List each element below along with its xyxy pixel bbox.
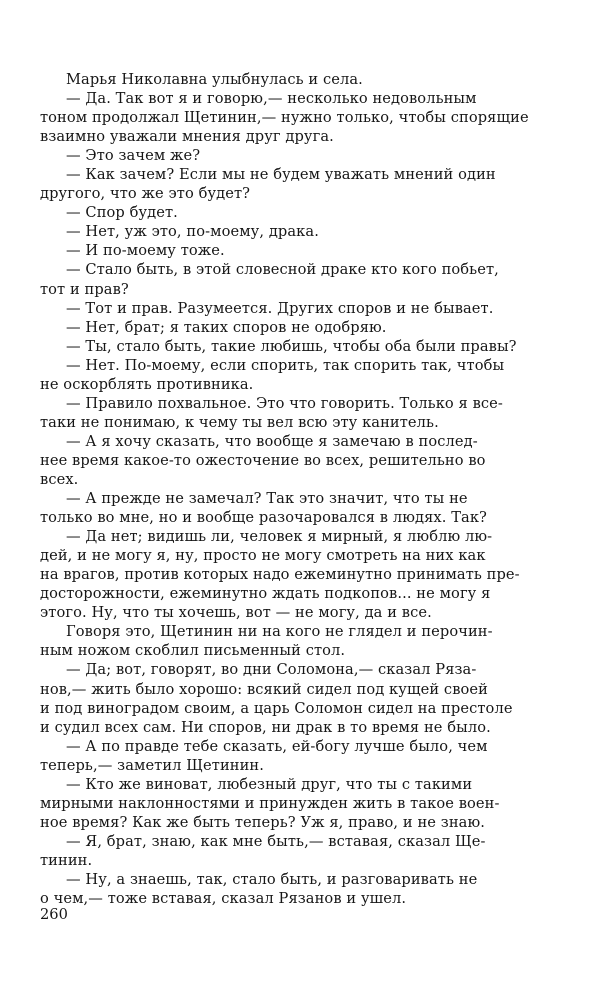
text-line-36: — А по правде тебе сказать, ей-богу лучше было, чем: [66, 737, 488, 755]
text-line-20: — А я хочу сказать, что вообще я замечаю в послед-: [66, 432, 478, 450]
page-text: [40, 70, 562, 908]
text-line-11: — Стало быть, в этой словесной драке кто кого побьет,: [66, 261, 499, 279]
text-line-2: — Да. Так вот я и говорю,— несколько недовольным: [66, 90, 477, 108]
text-line-7: другого, что же это будет?: [40, 185, 251, 203]
text-line-31: ным ножом скоблил письменный стол.: [40, 642, 346, 660]
text-line-24: только во мне, но и вообще разочаровался в людях. Так?: [40, 509, 487, 527]
text-line-38: — Кто же виноват, любезный друг, что ты с такими: [66, 775, 473, 793]
text-line-34: и под виноградом своим, а царь Соломон сидел на престоле: [40, 699, 513, 717]
text-line-6: — Как зачем? Если мы не будем уважать мнений один: [66, 166, 496, 184]
text-line-5: — Это зачем же?: [66, 147, 201, 165]
text-line-23: — А прежде не замечал? Так это значит, что ты не: [66, 490, 468, 508]
text-line-4: взаимно уважали мнения друг друга.: [40, 128, 334, 146]
text-line-10: — И по-моему тоже.: [66, 242, 225, 260]
text-line-15: — Ты, стало быть, такие любишь, чтобы оба были правы?: [66, 337, 517, 355]
page-number: 260: [40, 906, 68, 923]
text-line-32: — Да; вот, говорят, во дни Соломона,— сказал Ряза-: [66, 661, 477, 679]
text-line-43: — Ну, а знаешь, так, стало быть, и разговаривать не: [66, 870, 478, 888]
text-line-26: дей, и не могу я, ну, просто не могу смотреть на них как: [40, 547, 486, 565]
text-line-35: и судил всех сам. Ни споров, ни драк в то время не было.: [40, 718, 491, 736]
text-line-9: — Нет, уж это, по-моему, драка.: [66, 223, 319, 241]
text-line-14: — Нет, брат; я таких споров не одобряю.: [66, 318, 387, 336]
text-line-12: тот и прав?: [40, 280, 129, 298]
text-line-1: Марья Николавна улыбнулась и села.: [66, 71, 363, 88]
text-line-13: — Тот и прав. Разумеется. Других споров и не бывает.: [66, 299, 494, 317]
text-line-37: теперь,— заметил Щетинин.: [40, 756, 264, 774]
text-line-39: мирными наклонностями и принужден жить в такое воен-: [40, 794, 500, 812]
text-line-30: Говоря это, Щетинин ни на кого не глядел и перочин-: [66, 623, 493, 641]
text-line-16: — Нет. По-моему, если спорить, так спорить так, чтобы: [66, 356, 505, 374]
text-line-17: не оскорблять противника.: [40, 375, 254, 393]
text-line-40: ное время? Как же быть теперь? Уж я, право, и не знаю.: [40, 813, 485, 831]
text-line-42: тинин.: [40, 851, 93, 869]
text-line-18: — Правило похвальное. Это что говорить. Только я все-: [66, 394, 503, 412]
text-line-19: таки не понимаю, к чему ты вел всю эту канитель.: [40, 413, 439, 431]
text-line-44: о чем,— тоже вставая, сказал Рязанов и ушел.: [40, 890, 407, 908]
text-line-41: — Я, брат, знаю, как мне быть,— вставая, сказал Ще-: [66, 832, 486, 850]
text-line-25: — Да нет; видишь ли, человек я мирный, я люблю лю-: [66, 528, 493, 546]
text-line-8: — Спор будет.: [66, 204, 178, 222]
text-line-29: этого. Ну, что ты хочешь, вот — не могу, да и все.: [40, 604, 432, 622]
text-line-33: нов,— жить было хорошо: всякий сидел под кущей своей: [40, 680, 488, 698]
text-line-21: нее время какое-то ожесточение во всех, решительно во: [40, 451, 486, 469]
text-line-3: тоном продолжал Щетинин,— нужно только, чтобы спорящие: [40, 109, 529, 127]
text-line-22: всех.: [40, 470, 79, 488]
text-line-28: досторожности, ежеминутно ждать подкопов... не могу я: [40, 585, 491, 603]
text-line-27: на врагов, против которых надо ежеминутно принимать пре-: [40, 566, 520, 584]
